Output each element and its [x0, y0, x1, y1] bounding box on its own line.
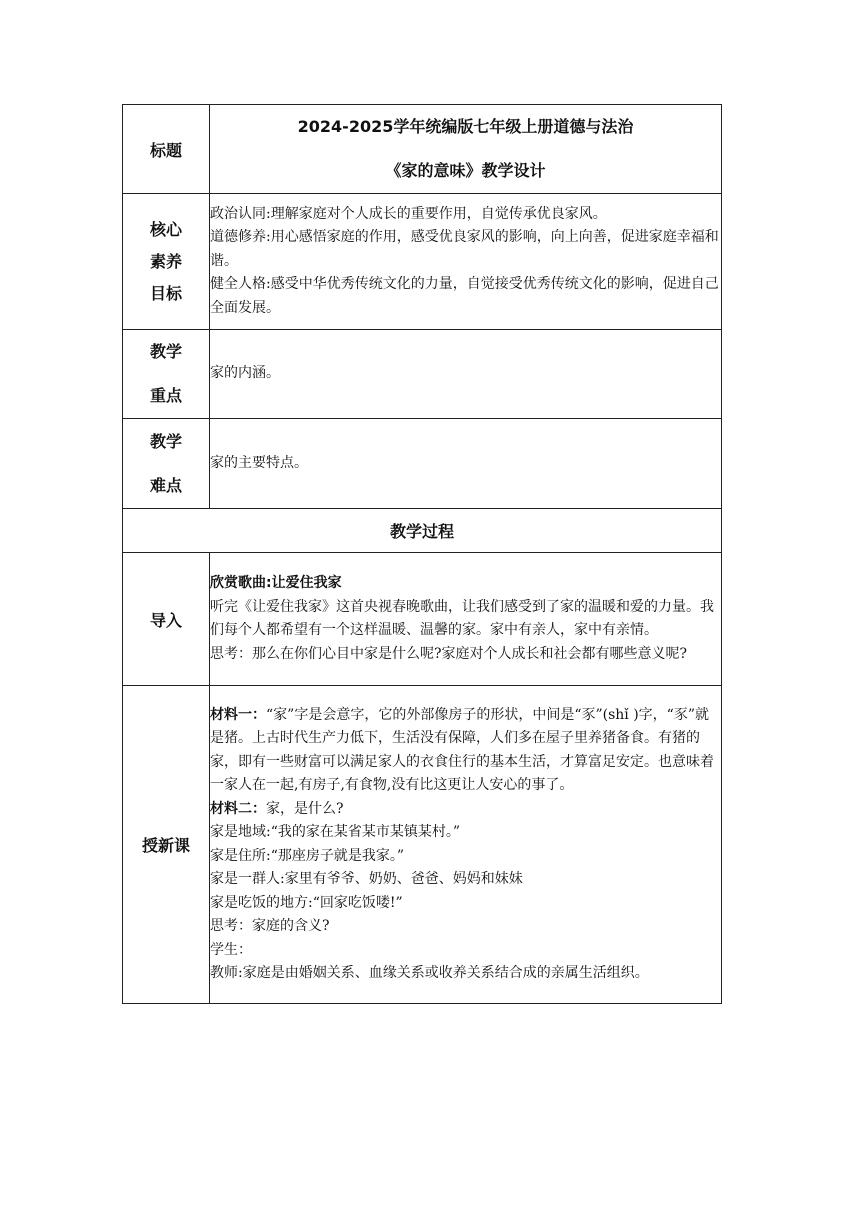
objective-moral: 道德修养:用心感悟家庭的作用，感受优良家风的影响，向上向善，促进家庭幸福和谐。 [210, 229, 719, 269]
lesson-line: 家是地域:“我的家在某省某市某镇某村。” [210, 824, 461, 840]
material-two-heading: 材料二： [210, 800, 266, 817]
difficulty-label-part: 难点 [149, 475, 182, 495]
lesson-plan-table [122, 104, 722, 1004]
document-title-line-2: 《家的意味》教学设计 [385, 161, 546, 180]
difficulty-text: 家的主要特点。 [210, 419, 722, 509]
process-heading: 教学过程 [123, 509, 722, 553]
material-two-text: 家，是什么? [266, 800, 344, 817]
core-objectives-content [210, 194, 722, 330]
intro-heading: 欣赏歌曲:让爱住我家 [210, 575, 342, 591]
lesson-line: 家是吃饭的地方:“回家吃饭喽!” [210, 894, 403, 911]
intro-row [123, 553, 722, 686]
intro-label: 导入 [123, 553, 210, 686]
core-objectives-label [123, 194, 210, 330]
material-two [210, 798, 721, 822]
material-one-heading: 材料一： [210, 706, 266, 723]
key-point-text: 家的内涵。 [210, 330, 722, 419]
new-lesson-row [123, 686, 722, 1004]
key-point-row [123, 330, 722, 419]
material-one-text: “家”字是会意字，它的外部像房子的形状，中间是“豕”(shǐ )字，“豕”就是猪。上古时代生产力低下，生活没有保障，人们多在屋子里养猪备食。有猪的家，即有一些财富可以满足家人的衣食住行的基本生活，才算富足安定。也意味着一家人在一起,有房子,有食物,没有比这更让人安心的事了。 [210, 706, 714, 793]
lesson-line: 家是住所:“那座房子就是我家。” [210, 847, 405, 864]
lesson-line: 思考：家庭的含义? [210, 918, 330, 934]
core-label-part: 素养 [149, 251, 182, 271]
title-row [123, 105, 722, 194]
document-title-line-1: 2024-2025学年统编版七年级上册道德与法治 [297, 117, 634, 136]
material-one [210, 704, 721, 798]
lesson-line: 学生： [210, 941, 252, 958]
difficulty-label [123, 419, 210, 509]
new-lesson-label: 授新课 [123, 686, 210, 1004]
new-lesson-content [210, 686, 722, 1004]
intro-question: 思考：那么在你们心目中家是什么呢?家庭对个人成长和社会都有哪些意义呢? [210, 645, 688, 662]
title-label: 标题 [123, 105, 210, 194]
core-label-part: 核心 [149, 219, 182, 239]
key-label-part: 重点 [149, 386, 182, 405]
key-label-part: 教学 [149, 342, 182, 361]
core-label-part: 目标 [149, 283, 182, 303]
core-objectives-row [123, 194, 722, 330]
process-heading-row [123, 509, 722, 553]
title-cell [210, 105, 722, 194]
objective-political: 政治认同:理解家庭对个人成长的重要作用，自觉传承优良家风。 [210, 205, 607, 222]
difficulty-row [123, 419, 722, 509]
intro-content [210, 553, 722, 686]
key-point-label [123, 330, 210, 419]
objective-personality: 健全人格:感受中华优秀传统文化的力量，自觉接受优秀传统文化的影响，促进自己全面发展。 [210, 276, 719, 316]
lesson-line: 教师:家庭是由婚姻关系、血缘关系或收养关系结合成的亲属生活组织。 [210, 965, 649, 981]
lesson-line: 家是一群人:家里有爷爷、奶奶、爸爸、妈妈和妹妹 [210, 871, 523, 887]
difficulty-label-part: 教学 [149, 431, 182, 451]
intro-paragraph: 听完《让爱住我家》这首央视春晚歌曲，让我们感受到了家的温暖和爱的力量。我们每个人都希望有一个这样温暖、温馨的家。家中有亲人，家中有亲情。 [210, 598, 714, 638]
